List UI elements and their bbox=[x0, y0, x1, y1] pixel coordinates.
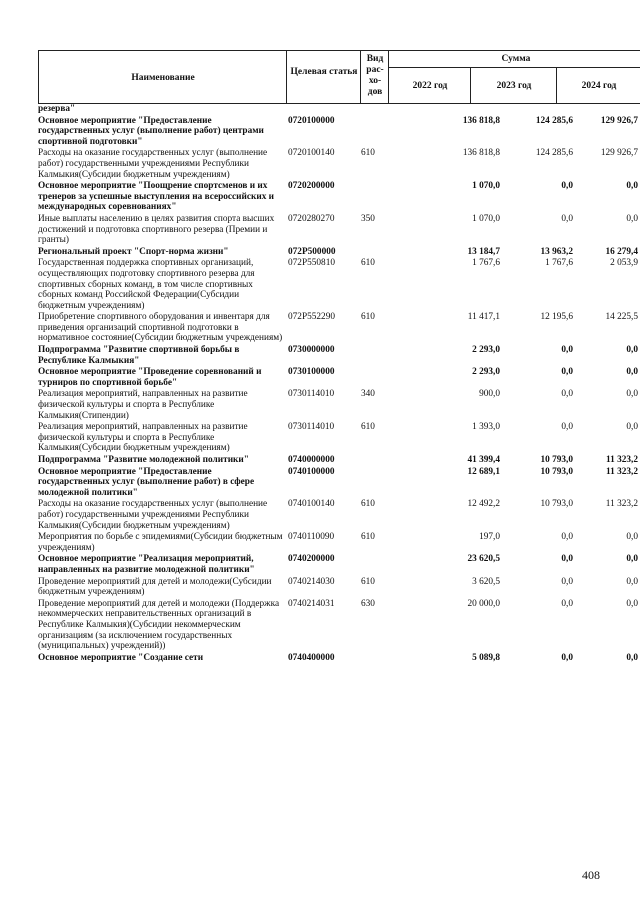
row-code: 0740000000 bbox=[288, 455, 335, 465]
table-body bbox=[38, 104, 640, 663]
header-sum: Сумма bbox=[501, 54, 531, 64]
row-value-2022: 13 184,7 bbox=[467, 246, 500, 257]
row-value-2022: 11 417,1 bbox=[467, 312, 500, 323]
table-row bbox=[38, 104, 640, 115]
col-divider bbox=[360, 51, 361, 103]
row-name: Основное мероприятие "Поощрение спортсменов и их тренеров за успешные выступления на всероссийских и международных соревнованиях" bbox=[38, 181, 275, 213]
row-value-2022: 1 070,0 bbox=[472, 181, 500, 192]
row-vid: 610 bbox=[361, 312, 375, 323]
row-name: Основное мероприятие "Создание сети bbox=[38, 652, 204, 663]
row-code: 0740200000 bbox=[288, 554, 335, 565]
row-value-2023: 0,0 bbox=[561, 422, 573, 433]
header-year-2022: 2022 год bbox=[412, 81, 448, 91]
table-row bbox=[38, 181, 640, 213]
row-value-2022: 1 767,6 bbox=[472, 258, 500, 269]
row-code: 0720280270 bbox=[288, 213, 335, 224]
table-row bbox=[38, 214, 640, 246]
row-value-2024: 0,0 bbox=[626, 576, 638, 587]
row-value-2024: 2 053,9 bbox=[610, 258, 638, 269]
row-code: 072P500000 bbox=[288, 246, 336, 257]
row-value-2023: 0,0 bbox=[561, 345, 573, 356]
col-divider bbox=[556, 67, 557, 103]
row-value-2022: 1 070,0 bbox=[472, 213, 500, 224]
row-code: 072P552290 bbox=[288, 312, 336, 323]
row-divider bbox=[388, 67, 640, 68]
row-value-2023: 12 195,6 bbox=[540, 312, 573, 323]
table-row bbox=[38, 345, 640, 366]
row-code: 0730000000 bbox=[288, 345, 335, 356]
row-value-2024: 0,0 bbox=[626, 181, 638, 192]
row-vid: 350 bbox=[361, 213, 375, 224]
col-divider bbox=[388, 51, 389, 103]
row-value-2022: 900,0 bbox=[479, 389, 500, 400]
row-value-2022: 2 293,0 bbox=[472, 367, 500, 378]
row-value-2023: 10 793,0 bbox=[540, 455, 573, 465]
row-name: Государственная поддержка спортивных организаций, осуществляющих подготовку спортивного резерва для спортивных сборных команд, в том числе спортивных сборных команд Российской Федерации(Субсидии бюджетным учреждениям) bbox=[38, 258, 255, 311]
row-name: Основное мероприятие "Проведение соревнований и турниров по спортивной борьбе" bbox=[38, 367, 262, 388]
row-code: 0720200000 bbox=[288, 181, 335, 192]
row-name: Расходы на оказание государственных услуг (выполнение работ) государственными учреждениями Республики Калмыкия(Субсидии бюджетным учреждениям) bbox=[38, 148, 268, 180]
row-name: Основное мероприятие "Предоставление государственных услуг (выполнение работ) центрами спортивной подготовки" bbox=[38, 115, 264, 147]
row-name: Иные выплаты населению в целях развития спорта высших достижений и подготовка спортивного резерва (Премии и гранты) bbox=[38, 213, 275, 246]
row-vid: 610 bbox=[361, 148, 375, 159]
row-code: 0720100140 bbox=[288, 148, 335, 159]
row-value-2024: 0,0 bbox=[626, 213, 638, 224]
row-value-2023: 1 767,6 bbox=[545, 258, 573, 269]
row-vid: 610 bbox=[361, 258, 375, 269]
table-row bbox=[38, 422, 640, 454]
table-row bbox=[38, 554, 640, 575]
table-row bbox=[38, 116, 640, 148]
row-vid: 610 bbox=[361, 422, 375, 433]
row-value-2023: 0,0 bbox=[561, 367, 573, 378]
row-code: 0730114010 bbox=[288, 422, 335, 433]
table-row bbox=[38, 389, 640, 421]
row-vid: 610 bbox=[361, 532, 375, 543]
row-value-2022: 3 620,5 bbox=[472, 576, 500, 587]
table-row bbox=[38, 247, 640, 258]
row-name: Подпрограмма "Развитие молодежной политики" bbox=[38, 455, 249, 465]
row-name: резерва" bbox=[38, 104, 76, 114]
row-value-2023: 0,0 bbox=[561, 213, 573, 224]
row-value-2022: 136 818,8 bbox=[462, 148, 500, 159]
row-code: 0740100140 bbox=[288, 499, 335, 510]
row-value-2022: 12 689,1 bbox=[467, 466, 500, 477]
row-name: Приобретение спортивного оборудования и инвентаря для приведения организаций спортивной подготовки в нормативное состояние(Субсидии бюджетным учреждениям) bbox=[38, 312, 283, 344]
row-value-2024: 14 225,5 bbox=[605, 312, 638, 323]
row-value-2024: 16 279,4 bbox=[605, 246, 638, 257]
row-name: Мероприятия по борьбе с эпидемиями(Субсидии бюджетным учреждениям) bbox=[38, 532, 283, 553]
table-row bbox=[38, 148, 640, 180]
table-row bbox=[38, 577, 640, 598]
row-value-2023: 0,0 bbox=[561, 532, 573, 543]
row-value-2022: 136 818,8 bbox=[462, 115, 500, 126]
header-vid: Вид рас- хо- дов bbox=[366, 54, 384, 97]
row-value-2023: 0,0 bbox=[561, 554, 573, 565]
row-value-2024: 11 323,2 bbox=[605, 455, 638, 465]
row-value-2023: 10 793,0 bbox=[540, 499, 573, 510]
table-row bbox=[38, 312, 640, 344]
row-value-2022: 1 393,0 bbox=[472, 422, 500, 433]
row-value-2024: 0,0 bbox=[626, 345, 638, 356]
table-row bbox=[38, 599, 640, 652]
row-value-2024: 11 323,2 bbox=[605, 499, 638, 510]
row-value-2022: 23 620,5 bbox=[467, 554, 500, 565]
row-value-2023: 0,0 bbox=[561, 598, 573, 609]
row-value-2024: 129 926,7 bbox=[600, 115, 638, 126]
row-value-2023: 10 793,0 bbox=[540, 466, 573, 477]
row-code: 0730114010 bbox=[288, 389, 335, 400]
row-value-2023: 124 285,6 bbox=[535, 115, 573, 126]
row-code: 072P550810 bbox=[288, 258, 336, 269]
row-name: Основное мероприятие "Предоставление государственных услуг (выполнение работ) в сфере молодежной политики" bbox=[38, 466, 255, 498]
row-name: Проведение мероприятий для детей и молодежи(Субсидии бюджетным учреждениям) bbox=[38, 576, 272, 598]
row-value-2023: 0,0 bbox=[561, 576, 573, 587]
row-code: 0740214030 bbox=[288, 576, 335, 587]
row-code: 0720100000 bbox=[288, 115, 335, 126]
row-vid: 630 bbox=[361, 598, 375, 609]
header-name: Наименование bbox=[131, 73, 195, 83]
row-value-2024: 0,0 bbox=[626, 389, 638, 400]
row-value-2022: 197,0 bbox=[479, 532, 500, 543]
row-name: Расходы на оказание государственных услуг (выполнение работ) государственными учреждениями Республики Калмыкия(Субсидии бюджетным учреждениям) bbox=[38, 499, 268, 531]
row-value-2024: 0,0 bbox=[626, 532, 638, 543]
header-year-2023: 2023 год bbox=[496, 81, 532, 91]
col-divider bbox=[470, 67, 471, 103]
header-year-2024: 2024 год bbox=[581, 81, 617, 91]
row-name: Реализация мероприятий, направленных на развитие физической культуры и спорта в Республике Калмыкия(Стипендии) bbox=[38, 389, 248, 421]
row-value-2022: 2 293,0 bbox=[472, 345, 500, 356]
row-vid: 610 bbox=[361, 576, 375, 587]
row-vid: 610 bbox=[361, 499, 375, 510]
row-name: Подпрограмма "Развитие спортивной борьбы в Республике Калмыкия" bbox=[38, 345, 240, 366]
row-code: 0740110090 bbox=[288, 532, 335, 543]
row-value-2022: 12 492,2 bbox=[467, 499, 500, 510]
table-row bbox=[38, 367, 640, 388]
row-name: Региональный проект "Спорт-норма жизни" bbox=[38, 246, 229, 257]
page-number: 408 bbox=[582, 868, 600, 882]
table-row bbox=[38, 499, 640, 531]
row-value-2024: 11 323,2 bbox=[605, 466, 638, 477]
table-row bbox=[38, 455, 640, 466]
row-code: 0730100000 bbox=[288, 367, 335, 378]
col-divider bbox=[286, 51, 287, 103]
row-value-2023: 124 285,6 bbox=[535, 148, 573, 159]
table-row bbox=[38, 258, 640, 311]
row-vid: 340 bbox=[361, 389, 375, 400]
row-name: Основное мероприятие "Реализация мероприятий, направленных на развитие молодежной политики" bbox=[38, 554, 255, 575]
header-code: Целевая статья bbox=[290, 67, 358, 77]
row-value-2024: 0,0 bbox=[626, 598, 638, 609]
table-header bbox=[38, 50, 640, 104]
row-value-2024: 129 926,7 bbox=[600, 148, 638, 159]
row-value-2023: 13 963,2 bbox=[540, 246, 573, 257]
row-value-2024: 0,0 bbox=[626, 652, 638, 663]
row-code: 0740400000 bbox=[288, 652, 335, 663]
table-row bbox=[38, 653, 640, 664]
row-value-2022: 41 399,4 bbox=[467, 455, 500, 465]
row-name: Проведение мероприятий для детей и молодежи (Поддержка некоммерческих неправительственных организаций в Республике Калмыкия)(Субсидии некоммерческим организациям (за исключением государственных (муниципальных) учреждений)) bbox=[38, 598, 280, 652]
table-row bbox=[38, 532, 640, 553]
row-value-2022: 5 089,8 bbox=[472, 652, 500, 663]
row-value-2023: 0,0 bbox=[561, 389, 573, 400]
row-value-2024: 0,0 bbox=[626, 422, 638, 433]
row-value-2023: 0,0 bbox=[561, 652, 573, 663]
row-code: 0740214031 bbox=[288, 598, 335, 609]
row-value-2023: 0,0 bbox=[561, 181, 573, 192]
row-name: Реализация мероприятий, направленных на развитие физической культуры и спорта в Республике Калмыкия(Субсидии бюджетным учреждениям) bbox=[38, 422, 248, 454]
budget-table bbox=[38, 50, 640, 664]
row-value-2024: 0,0 bbox=[626, 367, 638, 378]
row-code: 0740100000 bbox=[288, 466, 335, 477]
row-value-2022: 20 000,0 bbox=[467, 598, 500, 609]
row-value-2024: 0,0 bbox=[626, 554, 638, 565]
table-row bbox=[38, 467, 640, 499]
